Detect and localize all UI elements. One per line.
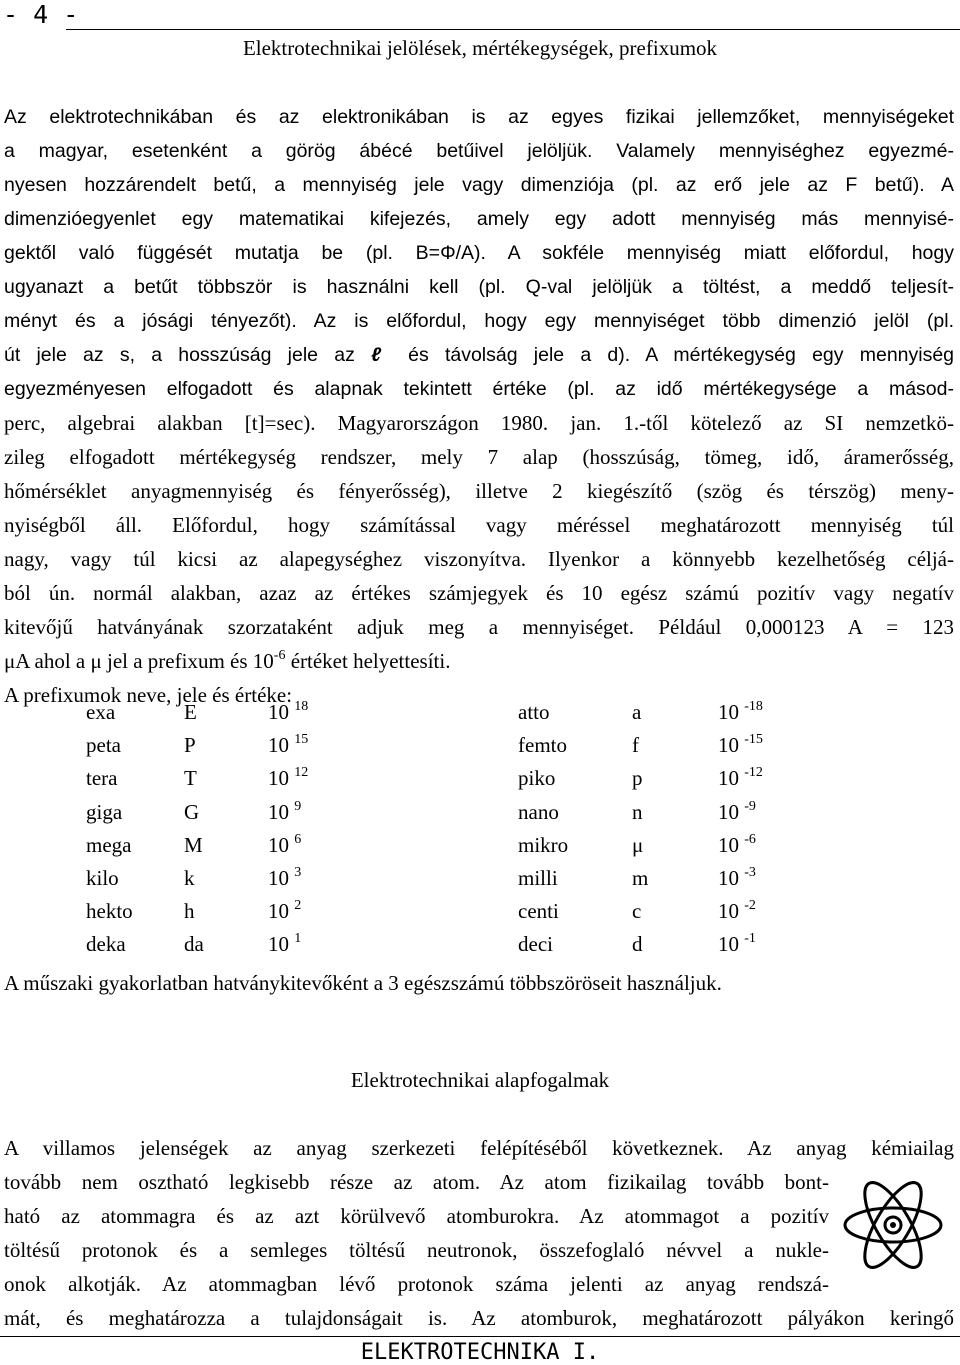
prefix-name-right: centi xyxy=(518,899,559,924)
prefix-symbol-right: μ xyxy=(632,832,644,857)
prefix-value-left: 10 $^2$ xyxy=(268,898,302,924)
text-fragment: és távolság jele a d). A mértékegység egy mennyiség xyxy=(408,344,955,366)
prefix-symbol-left: k xyxy=(184,866,195,890)
text-line: egyezményesen elfogadott és alapnak tekintett értéke (pl. az idő mértékegysége a másod- xyxy=(4,378,954,400)
text-line: kitevőjű hatványának szorzataként adjuk meg a mennyiséget. Például 0,000123 A = 123 xyxy=(4,615,954,639)
header-rule xyxy=(66,29,960,30)
text-line: ható az atommagra és az azt körülvevő atomburokra. Az atommagot a pozitív xyxy=(4,1204,829,1228)
section-title-basics: Elektrotechnikai alapfogalmak xyxy=(350,1068,610,1092)
prefix-value-right: 10 $^{-18}$ xyxy=(718,699,763,724)
text-line: gektől való függését mutatja be (pl. B=Φ/A). A sokféle mennyiség miatt előfordul, hogy xyxy=(4,242,954,264)
page-number: - 4 - xyxy=(3,0,79,29)
prefix-name-right: nano xyxy=(518,799,559,824)
text-line: töltésű protonok és a semleges töltésű neutronok, összefoglaló névvel a nukle- xyxy=(4,1238,829,1262)
text-line: nyesen hozzárendelt betű, a mennyiség jele vagy dimenziója (pl. az erő jele az F betű). A xyxy=(4,174,954,196)
prefix-symbol-right: f xyxy=(632,733,639,758)
script-l-symbol: ℓ xyxy=(371,344,392,366)
prefix-value-right: 10 $^{-6}$ xyxy=(718,831,756,857)
prefix-name-left: exa xyxy=(86,700,116,724)
prefix-value-left: 10 $^{18}$ xyxy=(268,699,309,724)
prefix-symbol-right: m xyxy=(632,866,649,890)
prefix-name-left: peta xyxy=(86,733,121,758)
prefix-name-left: kilo xyxy=(86,866,119,890)
section-title-notation: Elektrotechnikai jelölések, mértékegységek, prefixumok xyxy=(242,36,718,60)
text-line: zileg elfogadott mértékegység rendszer, mely 7 alap (hosszúság, tömeg, idő, áramerősség, xyxy=(4,445,954,469)
prefix-name-right: atto xyxy=(518,700,550,724)
exponent: -6 xyxy=(273,648,286,663)
prefix-symbol-left: P xyxy=(184,733,196,758)
text-line: ból ún. normál alakban, azaz az értékes számjegyek és 10 egész számú pozitív vagy negatív xyxy=(4,581,954,605)
prefix-symbol-right: p xyxy=(632,766,643,791)
prefix-name-right: piko xyxy=(518,766,556,791)
prefix-symbol-left: M xyxy=(184,832,203,857)
prefix-value-right: 10 $^{-12}$ xyxy=(718,765,763,791)
prefix-name-right: mikro xyxy=(518,832,569,857)
prefix-value-left: 10 $^1$ xyxy=(268,931,302,957)
prefix-symbol-right: c xyxy=(632,899,642,924)
text-line xyxy=(4,644,954,678)
prefix-symbol-left: T xyxy=(184,766,197,791)
text-fragment: értéket helyettesíti. xyxy=(290,649,451,673)
prefix-name-left: giga xyxy=(86,799,123,824)
text-line: perc, algebrai alakban [t]=sec). Magyarországon 1980. jan. 1.-től kötelező az SI nemzetkö- xyxy=(4,411,954,435)
prefix-name-right: deci xyxy=(518,932,553,957)
prefix-value-left: 10 $^9$ xyxy=(268,798,302,824)
prefix-name-left: hekto xyxy=(86,899,133,924)
closing-sentence: A műszaki gyakorlatban hatványkitevőként a 3 egészszámú többszöröseit használjuk. xyxy=(4,971,722,995)
prefix-name-left: mega xyxy=(86,832,132,857)
prefix-symbol-left: E xyxy=(184,700,197,724)
prefix-value-left: 10 $^3$ xyxy=(268,865,302,890)
text-line: Az elektrotechnikában és az elektronikában is az egyes fizikai jellemzőket, mennyiségeket xyxy=(4,106,954,128)
prefix-symbol-left: G xyxy=(184,799,200,824)
prefix-value-right: 10 $^{-2}$ xyxy=(718,898,756,924)
prefix-value-right: 10 $^{-3}$ xyxy=(718,865,756,890)
prefix-value-right: 10 $^{-9}$ xyxy=(718,798,756,824)
text-line: a magyar, esetenként a görög ábécé betűivel jelöljük. Valamely mennyiséghez egyezmé- xyxy=(4,140,954,162)
table-intro: A prefixumok neve, jele és értéke: xyxy=(4,683,293,707)
atom-icon xyxy=(840,1172,946,1278)
text-line: nagy, vagy túl kicsi az alapegységhez viszonyítva. Ilyenkor a könnyebb kezelhetőség céljá- xyxy=(4,547,954,571)
text-line: hőmérséklet anyagmennyiség és fényerősség), illetve 2 kiegészítő (szög és térszög) meny- xyxy=(4,479,954,503)
prefix-name-left: deka xyxy=(86,932,126,957)
prefix-symbol-left: h xyxy=(184,899,195,924)
prefix-value-left: 10 $^{12}$ xyxy=(268,765,309,791)
prefix-symbol-left: da xyxy=(184,932,204,957)
prefix-name-right: milli xyxy=(518,866,558,890)
prefix-value-right: 10 $^{-1}$ xyxy=(718,931,756,957)
prefix-value-left: 10 $^6$ xyxy=(268,831,302,857)
text-line: tovább nem osztható legkisebb része az atom. Az atom fizikailag tovább bont- xyxy=(4,1170,829,1194)
prefix-name-left: tera xyxy=(86,766,118,791)
text-line: ugyanazt a betűt többször is használni kell (pl. Q-val jelöljük a töltést, a meddő teljesít- xyxy=(4,276,954,298)
text-line: A villamos jelenségek az anyag szerkezeti felépítéséből következnek. Az anyag kémiailag xyxy=(4,1136,954,1160)
prefix-value-right: 10 $^{-15}$ xyxy=(718,732,763,758)
text-line: dimenzióegyenlet egy matematikai kifejezés, amely egy adott mennyiség más mennyisé- xyxy=(4,208,954,230)
text-line: mát, és meghatározza a tulajdonságait is. Az atomburok, meghatározott pályákon keringő xyxy=(4,1306,954,1330)
prefix-value-left: 10 $^{15}$ xyxy=(268,732,309,758)
text-fragment: út jele az s, a hosszúság jele az xyxy=(4,344,355,366)
text-line: ményt és a jósági tényezőt). Az is előfordul, hogy egy mennyiséget több dimenzió jelöl (pl. xyxy=(4,310,954,332)
page-footer: ELEKTROTECHNIKA I. xyxy=(360,1340,600,1365)
prefix-symbol-right: d xyxy=(632,932,643,957)
text-line: onok alkotják. Az atommagban lévő protonok száma jelenti az anyag rendszá- xyxy=(4,1272,829,1296)
text-line xyxy=(4,338,954,372)
text-fragment: μA ahol a μ jel a prefixum és 10 xyxy=(4,649,274,673)
prefix-name-right: femto xyxy=(518,733,567,758)
text-line: nyiségből áll. Előfordul, hogy számítással vagy méréssel meghatározott mennyiség túl xyxy=(4,513,954,537)
footer-rule xyxy=(0,1336,960,1337)
prefix-symbol-right: a xyxy=(632,700,642,724)
prefix-symbol-right: n xyxy=(632,799,643,824)
